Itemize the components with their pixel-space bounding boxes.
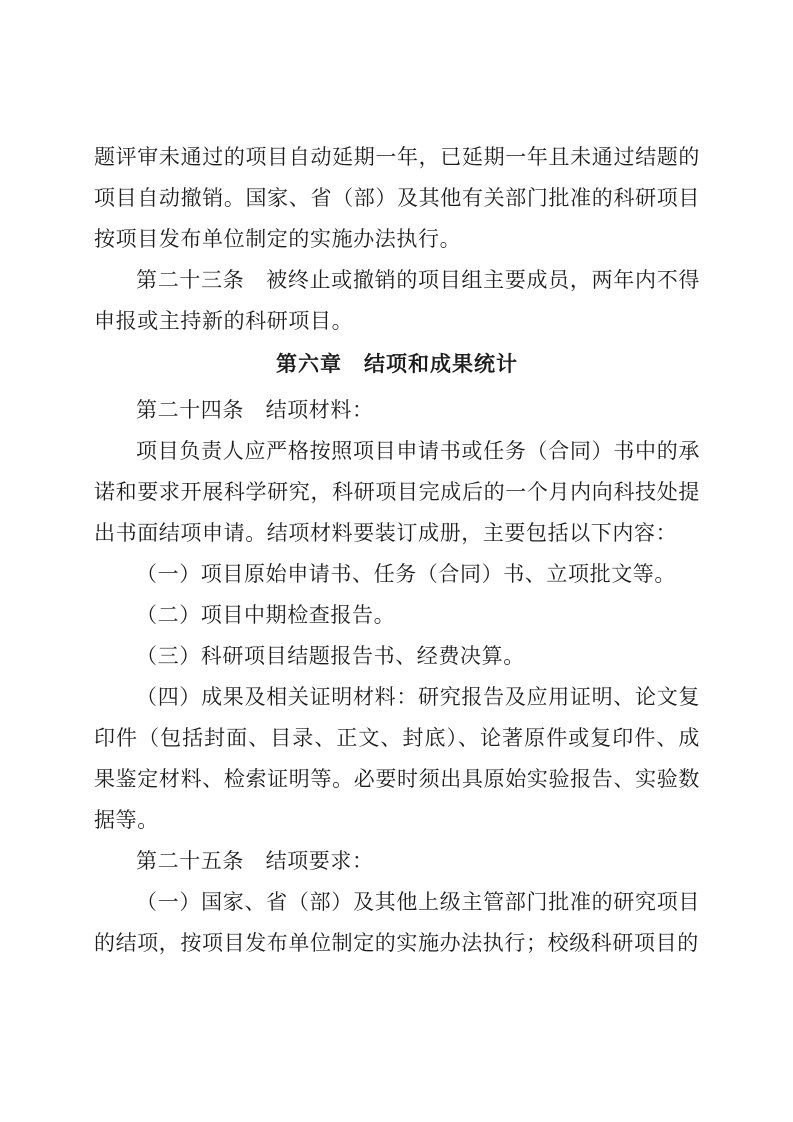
list-item-materials-2: （二）项目中期检查报告。 — [136, 603, 396, 627]
list-item-materials-3: （三）科研项目结题报告书、经费决算。 — [136, 644, 525, 668]
chapter-6-heading: 第六章 结项和成果统计 — [276, 352, 518, 376]
paragraph-article-24-title: 第二十四条 结项材料： — [136, 398, 374, 422]
paragraph-article-24-body: 项目负责人应严格按照项目申请书或任务（合同）书中的承诺和要求开展科学研究，科研项目完成后的一个月内向科技处提出书面结项申请。结项材料要装订成册，主要包括以下内容： — [94, 439, 700, 545]
document-body — [94, 137, 700, 964]
paragraph-article-23: 第二十三条 被终止或撤销的项目组主要成员，两年内不得申报或主持新的科研项目。 — [94, 268, 700, 333]
paragraph-article-25-title: 第二十五条 结项要求： — [136, 849, 374, 873]
list-item-materials-4: （四）成果及相关证明材料：研究报告及应用证明、论文复印件（包括封面、目录、正文、封底）、论著原件或复印件、成果鉴定材料、检索证明等。必要时须出具原始实验报告、实验数据等。 — [94, 685, 700, 832]
list-item-requirements-1: （一）国家、省（部）及其他上级主管部门批准的研究项目的结项，按项目发布单位制定的实施办法执行；校级科研项目的 — [94, 890, 700, 955]
paragraph-continued-from-previous-page: 题评审未通过的项目自动延期一年，已延期一年且未通过结题的项目自动撤销。国家、省（部）及其他有关部门批准的科研项目按项目发布单位制定的实施办法执行。 — [94, 145, 700, 251]
list-item-materials-1: （一）项目原始申请书、任务（合同）书、立项批文等。 — [136, 562, 676, 586]
